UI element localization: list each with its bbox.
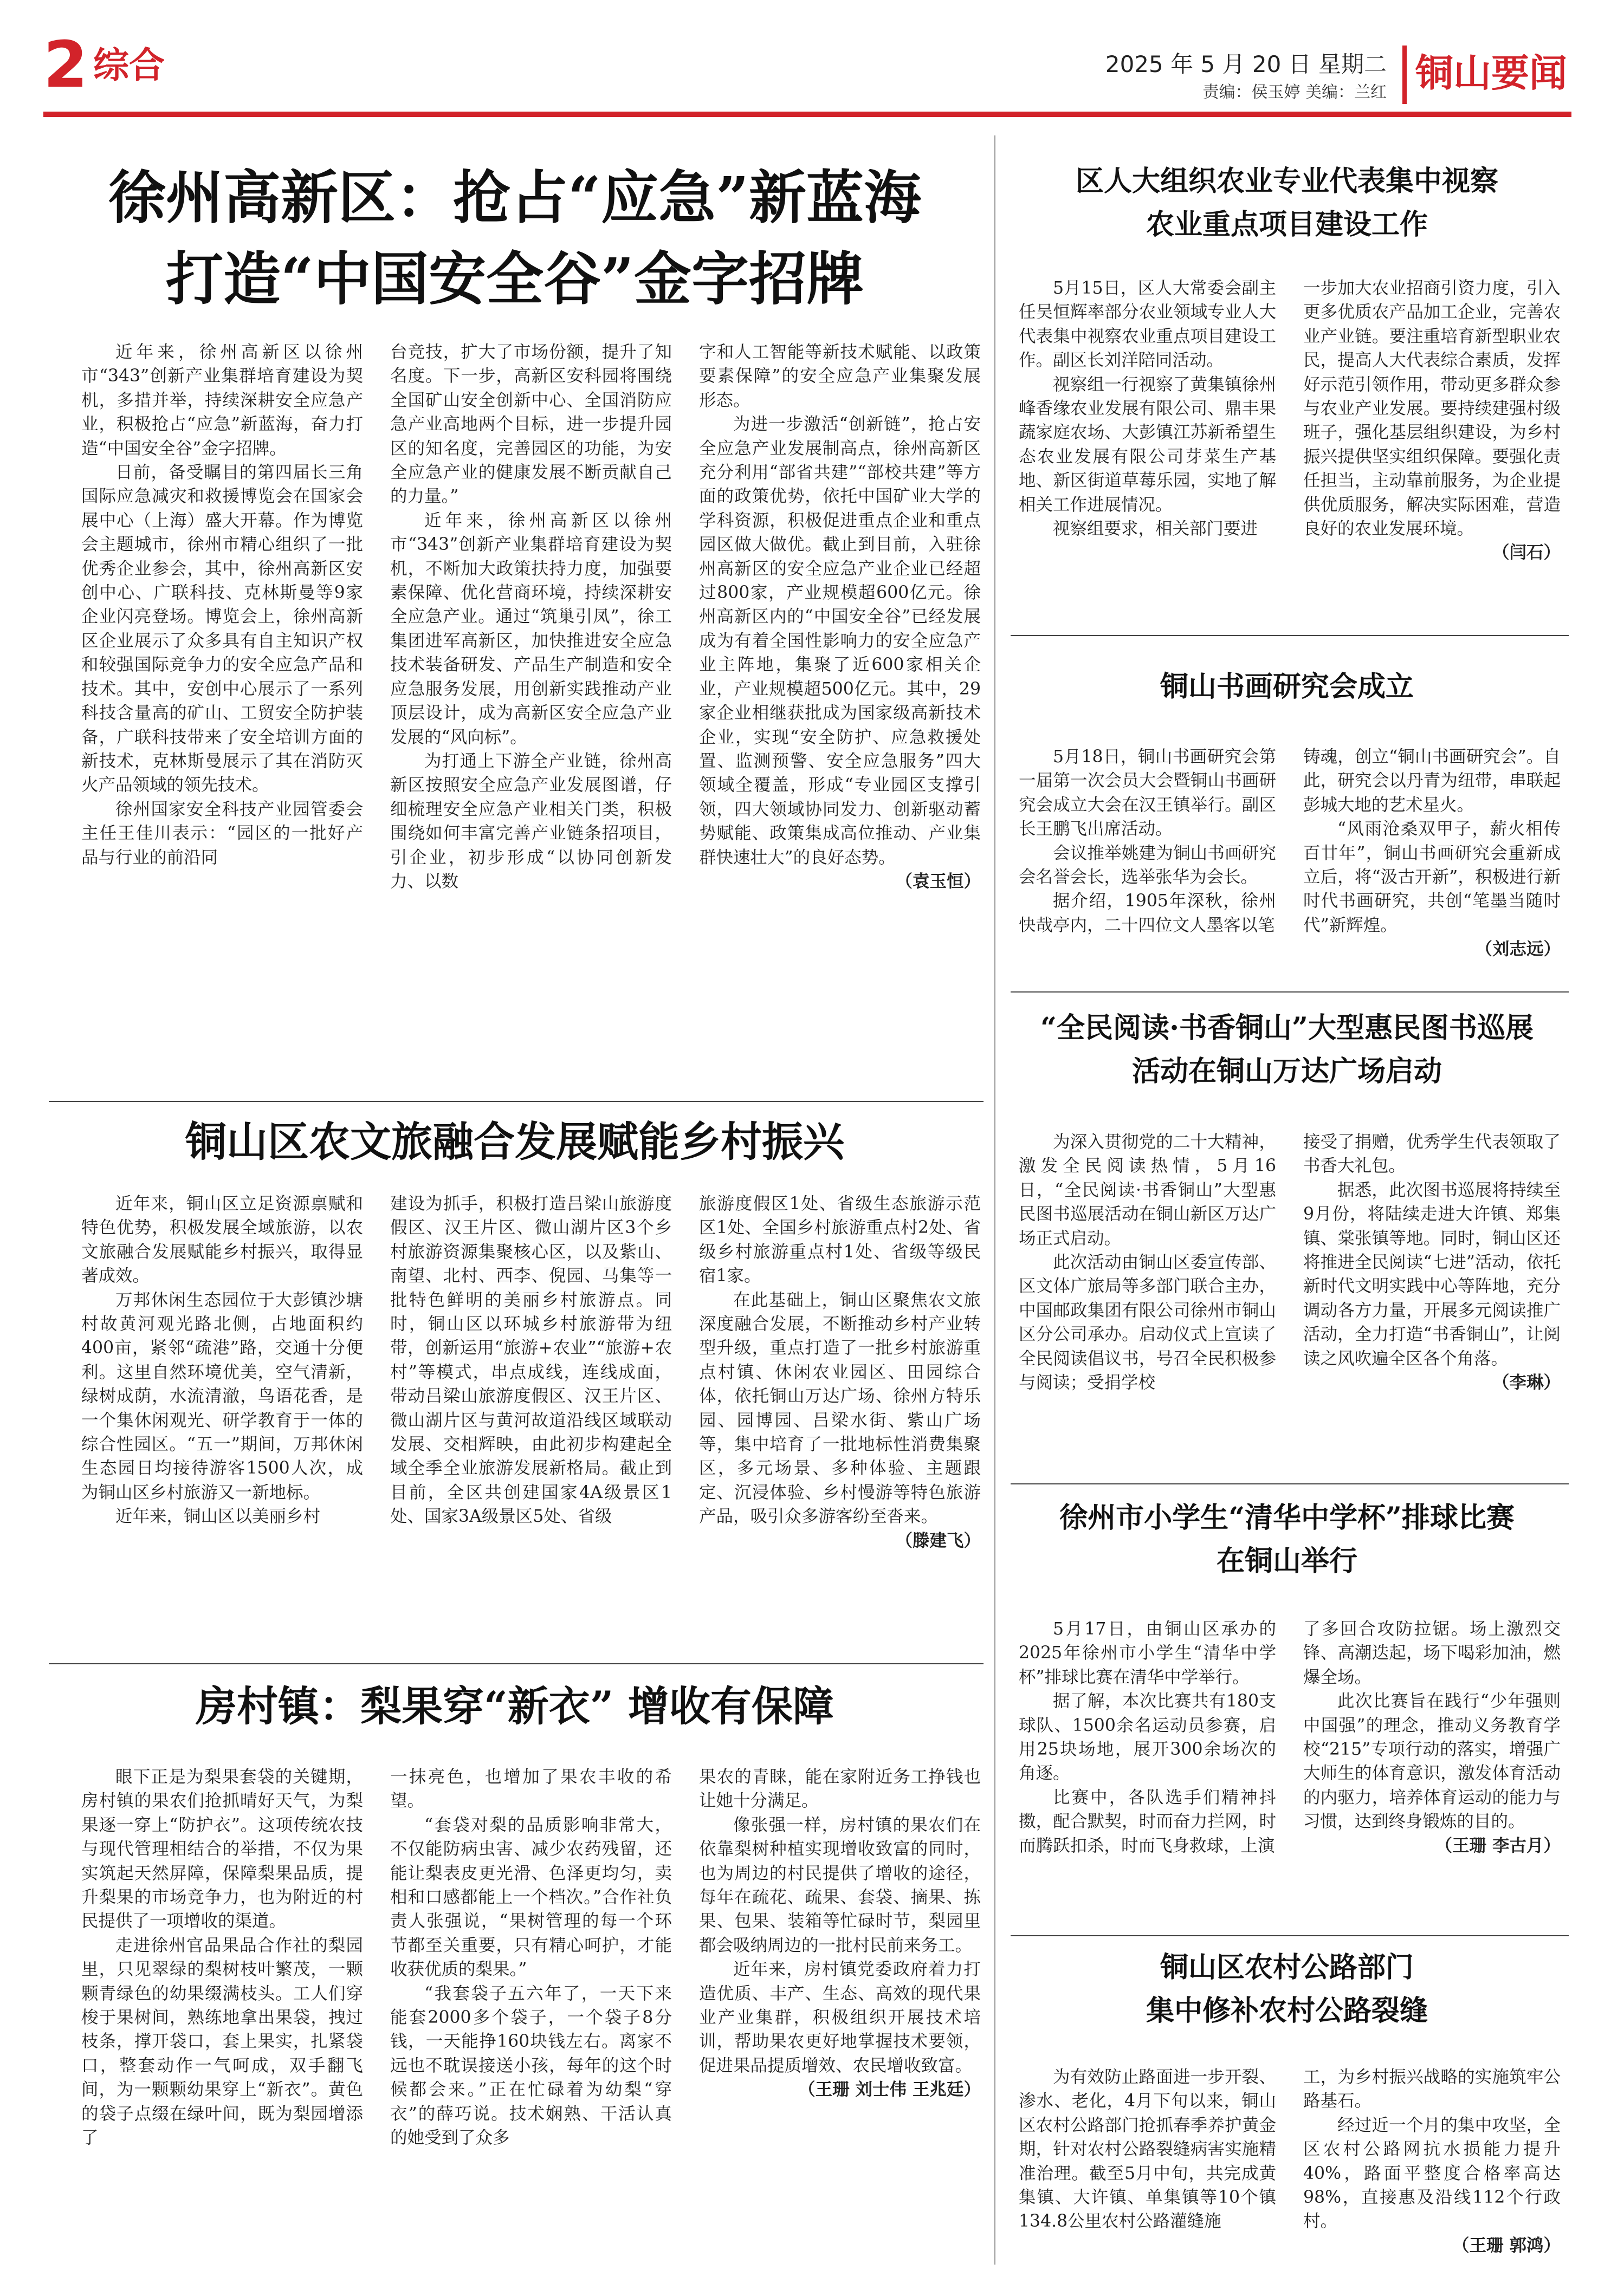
article-shuhua-col1 [1019,745,1276,983]
byline: （闫石） [1492,542,1561,563]
paragraph: 为有效防止路面进一步开裂、渗水、老化，4月下旬以来，铜山区农村公路部门抢抓春季养护黄金期，针对农村公路裂缝病害实施精准治理。截至5月中旬，共完成黄集镇、大许镇、单集镇等10个镇134.8公里农村公路灌缝施 [1019,2067,1276,2232]
article-nongwenlv-col3 [699,1192,981,1707]
byline: （王珊 李古月） [1435,1835,1561,1856]
paragraph: 一抹亮色，也增加了果农丰收的希望。 [390,1767,672,1811]
byline: （袁玉恒） [895,871,981,891]
section-rule [1011,991,1569,993]
article-yuedu-title-line2: 活动在铜山万达广场启动 [1131,1055,1442,1088]
column-divider [994,135,995,2265]
page-number: 2 [43,27,88,102]
article-paiqiu-col1 [1019,1617,1276,1929]
article-gaoxin-title-line2: 打造“中国安全谷”金字招牌 [166,245,864,313]
byline: （王珊 刘士伟 王兆廷） [798,2079,981,2100]
article-fangcun-col3 [699,1765,981,2269]
article-gaoxin-col1 [81,340,363,1088]
section-rule [1011,1483,1569,1484]
paragraph: 近年来，房村镇党委政府着力打造优质、丰产、生态、高效的现代果业产业集群，积极组织开展技术培训，帮助果农更好地掌握技术要领，促进果品提质增效、农民增收致富。 [699,1960,981,2076]
paragraph: 为打通上下游全产业链，徐州高新区按照安全应急产业发展图谱，仔细梳理安全应急产业相关门类，积极围绕如何丰富完善产业链条招项目，引企业，初步形成“以协同创新发力、以数 [390,751,672,891]
paragraph: 近年来，铜山区立足资源禀赋和特色优势，积极发展全域旅游，以农文旅融合发展赋能乡村振兴，取得显著成效。 [81,1194,363,1286]
paragraph: 视察组要求，相关部门要进 [1053,519,1258,539]
paragraph: 旅游度假区1处、省级生态旅游示范区1处、全国乡村旅游重点村2处、省级乡村旅游重点村1处、省级等级民宿1家。 [699,1194,981,1286]
paragraph: 眼下正是为梨果套袋的关键期，房村镇的果农们抢抓晴好天气，为梨果逐一穿上“防护衣”。这项传统农技与现代管理相结合的举措，不仅为果实筑起天然屏障，保障梨果品质，提升梨果的市场竞争力，也为附近的村民提供了一项增收的渠道。 [81,1767,363,1931]
paragraph: 为深入贯彻党的二十大精神，激发全民阅读热情，5月16日，“全民阅读·书香铜山”大型惠民图书巡展活动在铜山新区万达广场正式启动。 [1019,1132,1276,1248]
article-paiqiu-col2 [1303,1617,1561,1929]
article-fangcun-col2 [390,1765,672,2269]
article-fangcun-col1 [81,1765,363,2269]
paragraph: 近年来，铜山区以美丽乡村 [115,1507,321,1527]
paragraph: 像张强一样，房村镇的果农们在依靠梨树种植实现增收致富的同时，也为周边的村民提供了增收的途径，每年在疏花、疏果、套袋、摘果、拣果、包果、装箱等忙碌时节，梨园里都会吸纳周边的一批村民前来务工。 [699,1815,981,1955]
paragraph: 台竞技，扩大了市场份额，提升了知名度。下一步，高新区安科园将围绕全国矿山安全创新中心、全国消防应急产业高地两个目标，进一步提升园区的知名度，完善园区的功能，为安全应急产业的健康发展不断贡献自己的力量。” [390,342,672,507]
article-renda-title-line2: 农业重点项目建设工作 [1146,208,1428,241]
article-yuedu-col1 [1019,1130,1276,1477]
byline: （李琳） [1492,1372,1561,1393]
paragraph: 近年来，徐州高新区以徐州市“343”创新产业集群培育建设为契机，多措并举，持续深耕安全应急产业，积极抢占“应急”新蓝海，奋力打造“中国安全谷”金字招牌。 [81,342,363,458]
article-nongwenlv-col1 [81,1192,363,1707]
newspaper-name: 铜山要闻 [1415,50,1567,95]
article-paiqiu-title-line2: 在铜山举行 [1216,1545,1357,1578]
article-renda-col1 [1019,276,1276,623]
article-yuedu-title-line1: “全民阅读·书香铜山”大型惠民图书巡展 [1040,1011,1534,1045]
paragraph: “我套袋子五六年了，一天下来能套2000多个袋子，一个袋子8分钱，一天能挣160块钱左右。离家不远也不耽误接送小孩，每年的这个时候都会来。”正在忙碌着为幼梨“穿衣”的薛巧说。技术娴熟、干活认真的她受到了众多 [390,1983,672,2148]
article-gaoxin-col2 [390,340,672,1088]
issue-date: 2025 年 5 月 20 日 星期二 [1105,51,1387,77]
article-yuedu-col2 [1303,1130,1561,1477]
section-name: 综合 [93,44,165,86]
article-gonglu-col2 [1303,2065,1561,2276]
paragraph: 5月17日，由铜山区承办的2025年徐州市小学生“清华中学杯”排球比赛在清华中学举行。 [1019,1619,1276,1687]
paragraph: 日前，备受瞩目的第四届长三角国际应急减灾和救援博览会在国家会展中心（上海）盛大开幕。作为博览会主题城市，徐州市精心组织了一批优秀企业参会，其中，徐州高新区安创中心、广联科技、克林斯曼等9家企业闪亮登场。博览会上，徐州高新区企业展示了众多具有自主知识产权和较强国际竞争力的安全应急产品和技术。其中，安创中心展示了一系列科技含量高的矿山、工贸安全防护装备，广联科技带来了安全培训方面的新技术，克林斯曼展示了其在消防灭火产品领域的领先技术。 [81,463,363,795]
article-gaoxin-title [49,157,981,320]
byline: （刘志远） [1475,939,1561,959]
paragraph: 工，为乡村振兴战略的实施筑牢公路基石。 [1303,2067,1561,2111]
article-fangcun-title: 房村镇：梨果穿“新衣” 增收有保障 [196,1682,834,1730]
paragraph: 接受了捐赠，优秀学生代表领取了书香大礼包。 [1303,1132,1561,1176]
byline: （滕建飞） [895,1530,981,1551]
paragraph: 据了解，本次比赛共有180支球队、1500余名运动员参赛，启用25块场地，展开300余场次的角逐。 [1019,1691,1276,1783]
paragraph: 走进徐州官品果品合作社的梨园里，只见翠绿的梨树枝叶繁茂，一颗颗青绿色的幼果缀满枝头。工人们穿梭于果树间，熟练地拿出果袋，拽过枝条，撑开袋口，套上果实，扎紧袋口，整套动作一气呵成，双手翻飞间，为一颗颗幼果穿上“新衣”。黄色的袋子点缀在绿叶间，既为梨园增添了 [81,1935,363,2148]
paragraph: 了多回合攻防拉锯。场上激烈交锋、高潮迭起，场下喝彩加油，燃爆全场。 [1303,1619,1561,1687]
paragraph: “风雨沧桑双甲子，薪火相传百廿年”，铜山书画研究会重新成立后，将“汲古开新”，积极进行新时代书画研究，共创“笔墨当随时代”新辉煌。 [1303,819,1561,935]
section-rule [1011,635,1569,636]
article-shuhua-title: 铜山书画研究会成立 [1160,670,1414,703]
article-paiqiu-title [1013,1496,1561,1583]
article-renda-col2 [1303,276,1561,623]
article-paiqiu-title-line1: 徐州市小学生“清华中学杯”排球比赛 [1059,1501,1515,1534]
article-gonglu-title [1013,1946,1561,2033]
paragraph: 万邦休闲生态园位于大彭镇沙塘村故黄河观光路北侧，占地面积约400亩，紧邻“疏港”路，交通十分便利。这里自然环境优美，空气清新，绿树成荫，水流清澈，鸟语花香，是一个集休闲观光、研学教育于一体的综合性园区。“五一”期间，万邦休闲生态园日均接待游客1500人次，成为铜山区乡村旅游又一新地标。 [81,1290,363,1502]
article-renda-title-line1: 区人大组织农业专业代表集中视察 [1075,165,1498,198]
masthead-divider [1402,46,1407,104]
article-yuedu-title [1013,1007,1561,1093]
paragraph: 一步加大农业招商引资力度，引入更多优质农产品加工企业，完善农业产业链。要注重培育新型职业农民，提高人大代表综合素质，发挥好示范引领作用，带动更多群众参与农业产业发展。要持续建强村级班子，强化基层组织建设，为乡村振兴提供坚实组织保障。要强化责任担当，主动靠前服务，为企业提供优质服务，解决实际困难，营造良好的农业发展环境。 [1303,278,1561,539]
article-shuhua-col2 [1303,745,1561,983]
article-gonglu-title-line1: 铜山区农村公路部门 [1160,1951,1414,1984]
article-nongwenlv-title: 铜山区农文旅融合发展赋能乡村振兴 [185,1118,844,1166]
paragraph: 铸魂，创立“铜山书画研究会”。自此，研究会以丹青为纽带，串联起彭城大地的艺术星火。 [1303,747,1561,815]
section-rule [49,1101,984,1102]
article-gaoxin-col3 [699,340,981,1088]
paragraph: 此次比赛旨在践行“少年强则中国强”的理念，推动义务教育学校“215”专项行动的落实，增强广大师生的体育意识，激发体育活动的内驱力，培养体育运动的能力与习惯，达到终身锻炼的目的。 [1303,1691,1561,1832]
article-gonglu-title-line2: 集中修补农村公路裂缝 [1146,1994,1428,2027]
paragraph: 建设为抓手，积极打造吕梁山旅游度假区、汉王片区、微山湖片区3个乡村旅游资源集聚核心区，以及紫山、南望、北村、西李、倪园、马集等一批特色鲜明的美丽乡村旅游点。同时，铜山区以环城乡村旅游带为纽带，创新运用“旅游+农业”“旅游+农村”等模式，串点成线，连线成面，带动吕梁山旅游度假区、汉王片区、微山湖片区与黄河故道沿线区域联动发展、交相辉映，由此初步构建起全域全季全业旅游发展新格局。截止到目前，全区共创建国家4A级景区1处、国家3A级景区5处、省级 [390,1194,672,1527]
paragraph: 比赛中，各队选手们精神抖擞，配合默契，时而奋力拦网，时而腾跃扣杀，时而飞身救球，上演 [1019,1787,1276,1856]
article-nongwenlv-col2 [390,1192,672,1707]
masthead-rule [43,112,1571,117]
article-renda-title [1013,160,1561,247]
editor-credits: 责编：侯玉婷 美编：兰红 [1202,83,1387,102]
paragraph: 字和人工智能等新技术赋能、以政策要素保障”的安全应急产业集聚发展形态。 [699,342,981,410]
paragraph: “套袋对梨的品质影响非常大，不仅能防病虫害、减少农药残留，还能让梨表皮更光滑、色泽更均匀，卖相和口感都能上一个档次。”合作社负责人张强说，“果树管理的每一个环节都至关重要，只有精心呵护，才能收获优质的梨果。” [390,1815,672,1980]
paragraph: 会议推举姚建为铜山书画研究会名誉会长，选举张华为会长。 [1019,843,1276,887]
paragraph: 在此基础上，铜山区聚焦农文旅深度融合发展，不断推动乡村产业转型升级，重点打造了一批乡村旅游重点村镇、休闲农业园区、田园综合体，依托铜山万达广场、徐州方特乐园、园博园、吕梁水街、紫山广场等，集中培育了一批地标性消费集聚区，多元场景、多种体验、主题跟定、沉浸体验、乡村慢游等特色旅游产品，吸引众多游客纷至沓来。 [699,1290,981,1527]
paragraph: 近年来，徐州高新区以徐州市“343”创新产业集群培育建设为契机，不断加大政策扶持力度，加强要素保障、优化营商环境，持续深耕安全应急产业。通过“筑巢引凤”，徐工集团进军高新区，加快推进安全应急技术装备研发、产品生产制造和安全应急服务发展，用创新实践推动产业顶层设计，成为高新区安全应急产业发展的“风向标”。 [390,510,672,747]
paragraph: 此次活动由铜山区委宣传部、区文体广旅局等多部门联合主办，中国邮政集团有限公司徐州市铜山区分公司承办。启动仪式上宣读了全民阅读倡议书，号召全民积极参与阅读；受捐学校 [1019,1253,1276,1393]
paragraph: 经过近一个月的集中攻坚，全区农村公路网抗水损能力提升40%，路面平整度合格率高达98%，直接惠及沿线112个行政村。 [1303,2115,1561,2232]
paragraph: 据介绍，1905年深秋，徐州快哉亭内，二十四位文人墨客以笔 [1019,891,1276,935]
paragraph: 为进一步激活“创新链”，抢占安全应急产业发展制高点，徐州高新区充分利用“部省共建”“部校共建”等方面的政策优势，依托中国矿业大学的学科资源，积极促进重点企业和重点园区做大做优。截止到目前，入驻徐州高新区的安全应急产业企业已经超过800家，产业规模超600亿元。徐州高新区内的“中国安全谷”已经发展成为有着全国性影响力的安全应急产业主阵地，集聚了近600家相关企业，产业规模超500亿元。其中，29家企业相继获批成为国家级高新技术企业，实现“安全防护、应急救援处置、监测预警、安全应急服务”四大领域全覆盖，形成“专业园区支撑引领，四大领域协同发力、创新驱动蓄势赋能、政策集成高位推动、产业集群快速壮大”的良好态势。 [699,414,981,867]
paragraph: 视察组一行视察了黄集镇徐州峰香缘农业发展有限公司、鼎丰果蔬家庭农场、大彭镇江苏新希望生态农业发展有限公司芽菜生产基地、新区街道草莓乐园，实地了解相关工作进展情况。 [1019,374,1276,515]
paragraph: 据悉，此次图书巡展将持续至9月份，将陆续走进大许镇、郑集镇、棠张镇等地。同时，铜山区还将推进全民阅读“七进”活动，依托新时代文明实践中心等阵地，充分调动各方力量，开展多元阅读推广活动，全力打造“书香铜山”，让阅读之风吹遍全区各个角落。 [1303,1180,1561,1368]
article-gonglu-col1 [1019,2065,1276,2276]
section-rule [1011,1935,1569,1936]
byline: （王珊 郭鸿） [1452,2235,1561,2255]
paragraph: 徐州国家安全科技产业园管委会主任王佳川表示：“园区的一批好产品与行业的前沿同 [81,799,363,867]
article-gaoxin-title-line1: 徐州高新区：抢占“应急”新蓝海 [108,164,921,231]
paragraph: 5月18日，铜山书画研究会第一届第一次会员大会暨铜山书画研究会成立大会在汉王镇举行。副区长王鹏飞出席活动。 [1019,747,1276,839]
section-rule [49,1663,984,1664]
paragraph: 5月15日，区人大常委会副主任吴恒辉率部分农业领域专业人大代表集中视察农业重点项目建设工作。副区长刘洋陪同活动。 [1019,278,1276,371]
paragraph: 果农的青睐，能在家附近务工挣钱也让她十分满足。 [699,1767,981,1811]
